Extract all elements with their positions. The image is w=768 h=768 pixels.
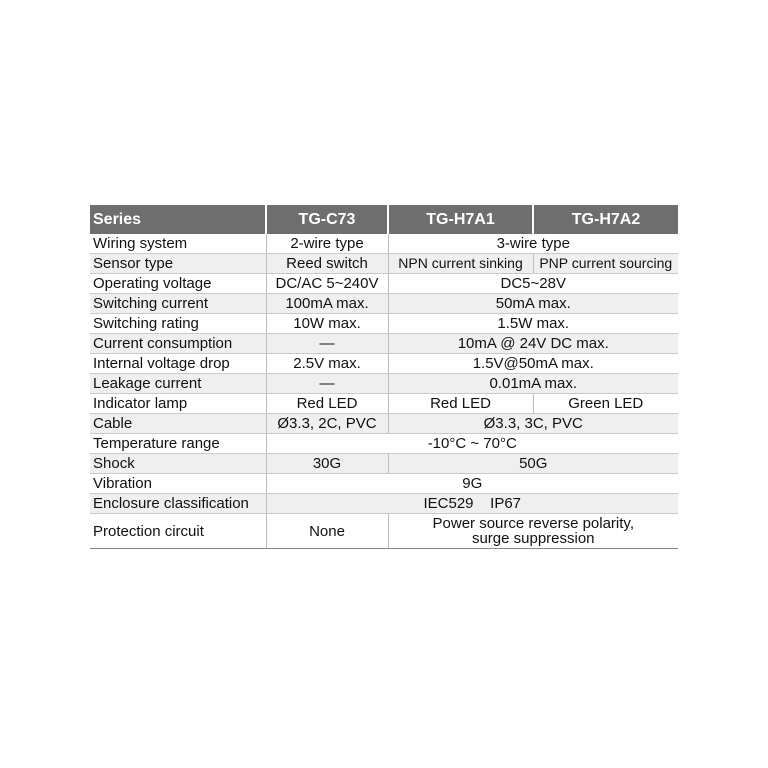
row-label: Sensor type bbox=[90, 254, 266, 274]
table-row bbox=[90, 254, 678, 274]
header-tg-c73: TG-C73 bbox=[266, 205, 388, 234]
cell-value-multiline bbox=[388, 514, 678, 549]
row-label: Cable bbox=[90, 414, 266, 434]
table-row bbox=[90, 494, 678, 514]
cell-value: -10°C ~ 70°C bbox=[266, 434, 678, 454]
table-row bbox=[90, 274, 678, 294]
row-label: Operating voltage bbox=[90, 274, 266, 294]
cell-value: 50G bbox=[388, 454, 678, 474]
row-label: Indicator lamp bbox=[90, 394, 266, 414]
table-row bbox=[90, 314, 678, 334]
row-label: Temperature range bbox=[90, 434, 266, 454]
cell-value: 30G bbox=[266, 454, 388, 474]
specification-table bbox=[90, 205, 678, 549]
row-label: Switching current bbox=[90, 294, 266, 314]
cell-value: Red LED bbox=[388, 394, 533, 414]
cell-value: 2.5V max. bbox=[266, 354, 388, 374]
cell-value: 10W max. bbox=[266, 314, 388, 334]
table-row bbox=[90, 294, 678, 314]
cell-value: Ø3.3, 2C, PVC bbox=[266, 414, 388, 434]
cell-value: 0.01mA max. bbox=[388, 374, 678, 394]
cell-value: 100mA max. bbox=[266, 294, 388, 314]
table-row bbox=[90, 474, 678, 494]
cell-value: — bbox=[266, 334, 388, 354]
row-label: Wiring system bbox=[90, 234, 266, 254]
table-row bbox=[90, 374, 678, 394]
table-row bbox=[90, 454, 678, 474]
cell-value: Green LED bbox=[533, 394, 678, 414]
header-tg-h7a1: TG-H7A1 bbox=[388, 205, 533, 234]
cell-value: IEC529 IP67 bbox=[266, 494, 678, 514]
row-label: Vibration bbox=[90, 474, 266, 494]
cell-value: Reed switch bbox=[266, 254, 388, 274]
row-label: Enclosure classification bbox=[90, 494, 266, 514]
cell-value: Red LED bbox=[266, 394, 388, 414]
row-label: Internal voltage drop bbox=[90, 354, 266, 374]
table-row bbox=[90, 434, 678, 454]
table-row bbox=[90, 234, 678, 254]
row-label: Current consumption bbox=[90, 334, 266, 354]
cell-line: Power source reverse polarity, bbox=[432, 515, 634, 532]
cell-value: 9G bbox=[266, 474, 678, 494]
table-row bbox=[90, 514, 678, 549]
row-label: Switching rating bbox=[90, 314, 266, 334]
row-label: Shock bbox=[90, 454, 266, 474]
cell-value: NPN current sinking bbox=[388, 254, 533, 274]
cell-value: 1.5W max. bbox=[388, 314, 678, 334]
row-label: Leakage current bbox=[90, 374, 266, 394]
cell-value: — bbox=[266, 374, 388, 394]
cell-value: DC5~28V bbox=[388, 274, 678, 294]
header-row bbox=[90, 205, 678, 234]
table-row bbox=[90, 334, 678, 354]
spec-sheet bbox=[90, 205, 678, 549]
cell-value: 50mA max. bbox=[388, 294, 678, 314]
table-row bbox=[90, 394, 678, 414]
cell-value: PNP current sourcing bbox=[533, 254, 678, 274]
cell-line: surge suppression bbox=[471, 530, 595, 547]
table-row bbox=[90, 354, 678, 374]
cell-value: 3-wire type bbox=[388, 234, 678, 254]
cell-value: 1.5V@50mA max. bbox=[388, 354, 678, 374]
header-series: Series bbox=[90, 205, 266, 234]
cell-value: DC/AC 5~240V bbox=[266, 274, 388, 294]
table-row bbox=[90, 414, 678, 434]
cell-value: Ø3.3, 3C, PVC bbox=[388, 414, 678, 434]
cell-value: 2-wire type bbox=[266, 234, 388, 254]
cell-value: None bbox=[266, 514, 388, 549]
header-tg-h7a2: TG-H7A2 bbox=[533, 205, 678, 234]
row-label: Protection circuit bbox=[90, 514, 266, 549]
cell-value: 10mA @ 24V DC max. bbox=[388, 334, 678, 354]
